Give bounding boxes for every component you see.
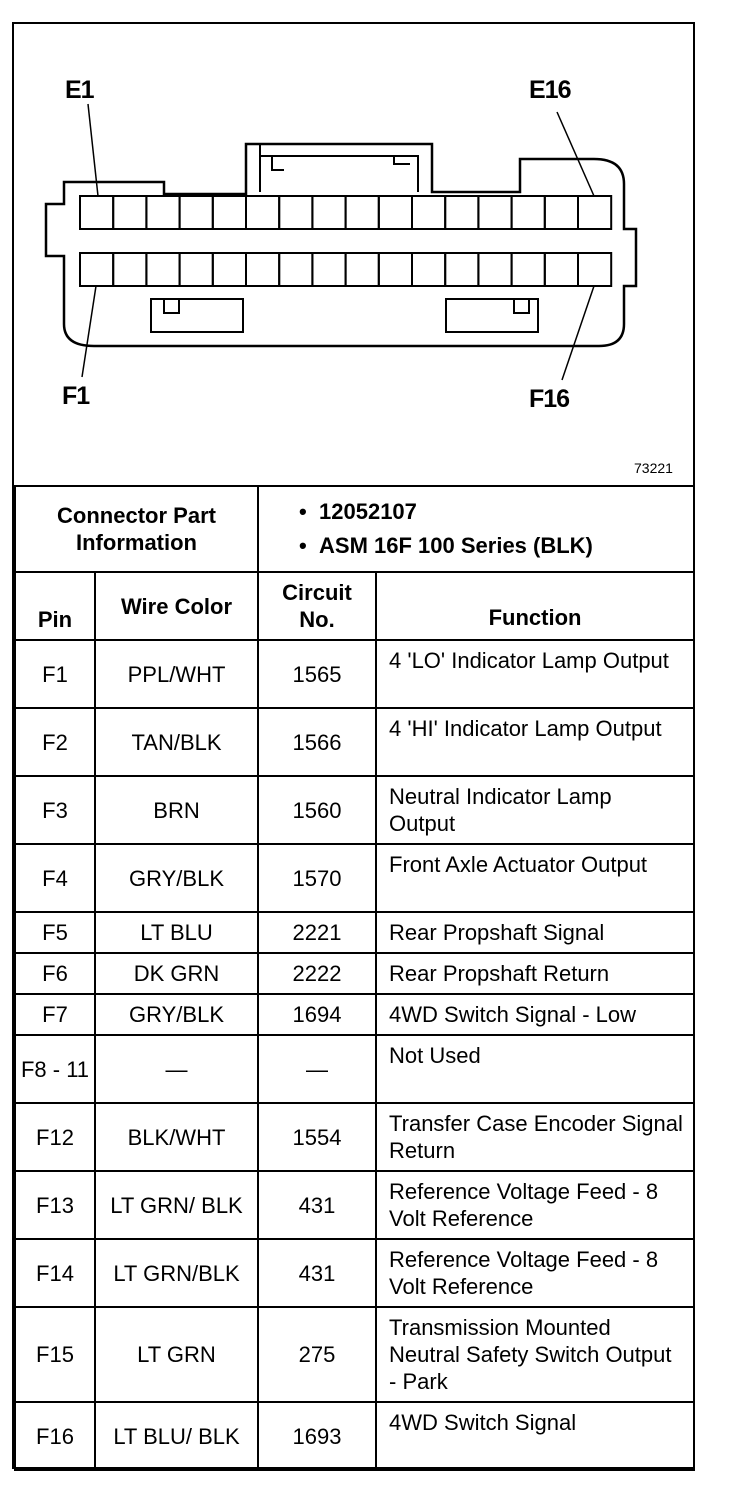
connector-series: • ASM 16F 100 Series (BLK) bbox=[299, 533, 593, 558]
cell-wire-color: DK GRN bbox=[95, 953, 258, 994]
cell-circuit: 1565 bbox=[258, 640, 376, 708]
leader-f16 bbox=[562, 286, 594, 380]
cell-circuit: 2221 bbox=[258, 912, 376, 953]
cavity-e13 bbox=[478, 196, 511, 229]
cell-pin: F15 bbox=[15, 1307, 95, 1402]
cell-pin: F3 bbox=[15, 776, 95, 844]
cell-function: 4 'HI' Indicator Lamp Output bbox=[376, 708, 694, 776]
cavity-f10 bbox=[379, 253, 412, 286]
cell-function: 4WD Switch Signal - Low bbox=[376, 994, 694, 1035]
connector-info-label bbox=[15, 486, 258, 572]
cell-function: Not Used bbox=[376, 1035, 694, 1103]
cell-function: Rear Propshaft Return bbox=[376, 953, 694, 994]
cavity-f6 bbox=[246, 253, 279, 286]
cavity-e8 bbox=[312, 196, 345, 229]
cavity-f8 bbox=[312, 253, 345, 286]
header-wire-color: Wire Color bbox=[95, 572, 258, 640]
cavity-e15 bbox=[545, 196, 578, 229]
cavity-f3 bbox=[146, 253, 179, 286]
cell-pin: F4 bbox=[15, 844, 95, 912]
cell-pin: F12 bbox=[15, 1103, 95, 1171]
cell-function: 4 'LO' Indicator Lamp Output bbox=[376, 640, 694, 708]
cell-circuit: 431 bbox=[258, 1171, 376, 1239]
cell-circuit: 1554 bbox=[258, 1103, 376, 1171]
cell-circuit: 1694 bbox=[258, 994, 376, 1035]
table-row bbox=[15, 844, 694, 912]
cell-wire-color: BLK/WHT bbox=[95, 1103, 258, 1171]
cell-circuit: — bbox=[258, 1035, 376, 1103]
cell-function: Reference Voltage Feed - 8 Volt Reference bbox=[376, 1239, 694, 1307]
cell-function: Front Axle Actuator Output bbox=[376, 844, 694, 912]
cell-wire-color: PPL/WHT bbox=[95, 640, 258, 708]
label-e16: E16 bbox=[529, 76, 571, 104]
cavity-e11 bbox=[412, 196, 445, 229]
cell-wire-color: BRN bbox=[95, 776, 258, 844]
cavity-f12 bbox=[445, 253, 478, 286]
key-right-tab bbox=[514, 299, 529, 313]
part-number-text: 12052107 bbox=[319, 499, 417, 524]
cell-function: Rear Propshaft Signal bbox=[376, 912, 694, 953]
leader-e16 bbox=[557, 112, 594, 196]
cell-wire-color: — bbox=[95, 1035, 258, 1103]
cell-pin: F14 bbox=[15, 1239, 95, 1307]
cell-pin: F1 bbox=[15, 640, 95, 708]
cavity-f11 bbox=[412, 253, 445, 286]
connector-info-items bbox=[258, 486, 694, 572]
series-text: ASM 16F 100 Series (BLK) bbox=[319, 533, 593, 558]
connector-drawing bbox=[14, 24, 693, 486]
header-function: Function bbox=[376, 572, 694, 640]
header-circuit: Circuit No. bbox=[258, 572, 376, 640]
cavity-e1 bbox=[80, 196, 113, 229]
table-row bbox=[15, 1307, 694, 1402]
cavity-f2 bbox=[113, 253, 146, 286]
cavity-f7 bbox=[279, 253, 312, 286]
cell-wire-color: GRY/BLK bbox=[95, 994, 258, 1035]
cell-wire-color: LT GRN bbox=[95, 1307, 258, 1402]
pinout-table bbox=[14, 485, 695, 1471]
cavity-f1 bbox=[80, 253, 113, 286]
cell-wire-color: LT GRN/ BLK bbox=[95, 1171, 258, 1239]
table-row bbox=[15, 708, 694, 776]
cell-pin: F7 bbox=[15, 994, 95, 1035]
table-row bbox=[15, 953, 694, 994]
cell-circuit: 431 bbox=[258, 1239, 376, 1307]
table-header-row bbox=[15, 572, 694, 640]
cavity-e12 bbox=[445, 196, 478, 229]
cavity-e9 bbox=[346, 196, 379, 229]
cell-wire-color: TAN/BLK bbox=[95, 708, 258, 776]
cavity-f16 bbox=[578, 253, 611, 286]
cell-circuit: 275 bbox=[258, 1307, 376, 1402]
pin-cavities bbox=[80, 196, 611, 286]
table-row bbox=[15, 640, 694, 708]
cavity-f4 bbox=[180, 253, 213, 286]
cell-circuit: 1566 bbox=[258, 708, 376, 776]
cavity-e2 bbox=[113, 196, 146, 229]
connector-part-number: • 12052107 bbox=[299, 499, 417, 524]
table-row bbox=[15, 1402, 694, 1470]
header-pin: Pin bbox=[15, 572, 95, 640]
cavity-e6 bbox=[246, 196, 279, 229]
cavity-e14 bbox=[512, 196, 545, 229]
cell-circuit: 1693 bbox=[258, 1402, 376, 1470]
key-left-tab bbox=[164, 299, 179, 313]
cell-wire-color: LT BLU/ BLK bbox=[95, 1402, 258, 1470]
leader-f1 bbox=[82, 286, 96, 377]
cavity-e16 bbox=[578, 196, 611, 229]
cell-function: Transmission Mounted Neutral Safety Switch Output - Park bbox=[376, 1307, 694, 1402]
cell-pin: F8 - 11 bbox=[15, 1035, 95, 1103]
table-row bbox=[15, 1171, 694, 1239]
label-f16: F16 bbox=[529, 385, 570, 413]
cell-wire-color: GRY/BLK bbox=[95, 844, 258, 912]
label-e1: E1 bbox=[65, 76, 94, 104]
cell-function: Neutral Indicator Lamp Output bbox=[376, 776, 694, 844]
cell-pin: F6 bbox=[15, 953, 95, 994]
cavity-f13 bbox=[478, 253, 511, 286]
cell-function: Reference Voltage Feed - 8 Volt Reference bbox=[376, 1171, 694, 1239]
cavity-f9 bbox=[346, 253, 379, 286]
table-row bbox=[15, 1035, 694, 1103]
cell-pin: F5 bbox=[15, 912, 95, 953]
cavity-f5 bbox=[213, 253, 246, 286]
cell-pin: F16 bbox=[15, 1402, 95, 1470]
connector-info-label-text: Connector Part Information bbox=[57, 503, 216, 555]
connector-sheet bbox=[12, 22, 695, 1469]
cell-pin: F13 bbox=[15, 1171, 95, 1239]
table-row bbox=[15, 776, 694, 844]
figure-number: 73221 bbox=[634, 460, 673, 476]
cavity-e3 bbox=[146, 196, 179, 229]
cell-function: Transfer Case Encoder Signal Return bbox=[376, 1103, 694, 1171]
connector-info-row bbox=[15, 486, 694, 572]
key-right bbox=[446, 299, 538, 332]
cell-pin: F2 bbox=[15, 708, 95, 776]
connector-latch bbox=[260, 144, 418, 192]
table-row bbox=[15, 994, 694, 1035]
cell-circuit: 1570 bbox=[258, 844, 376, 912]
cavity-e7 bbox=[279, 196, 312, 229]
table-row bbox=[15, 1239, 694, 1307]
table-row bbox=[15, 1103, 694, 1171]
label-f1: F1 bbox=[62, 382, 90, 410]
cavity-f15 bbox=[545, 253, 578, 286]
cavity-e4 bbox=[180, 196, 213, 229]
table-row bbox=[15, 912, 694, 953]
cell-circuit: 1560 bbox=[258, 776, 376, 844]
cavity-e5 bbox=[213, 196, 246, 229]
cell-circuit: 2222 bbox=[258, 953, 376, 994]
cell-wire-color: LT GRN/BLK bbox=[95, 1239, 258, 1307]
cavity-e10 bbox=[379, 196, 412, 229]
cell-function: 4WD Switch Signal bbox=[376, 1402, 694, 1470]
cavity-f14 bbox=[512, 253, 545, 286]
connector-housing bbox=[46, 144, 636, 346]
cell-wire-color: LT BLU bbox=[95, 912, 258, 953]
connector-diagram bbox=[14, 24, 693, 486]
